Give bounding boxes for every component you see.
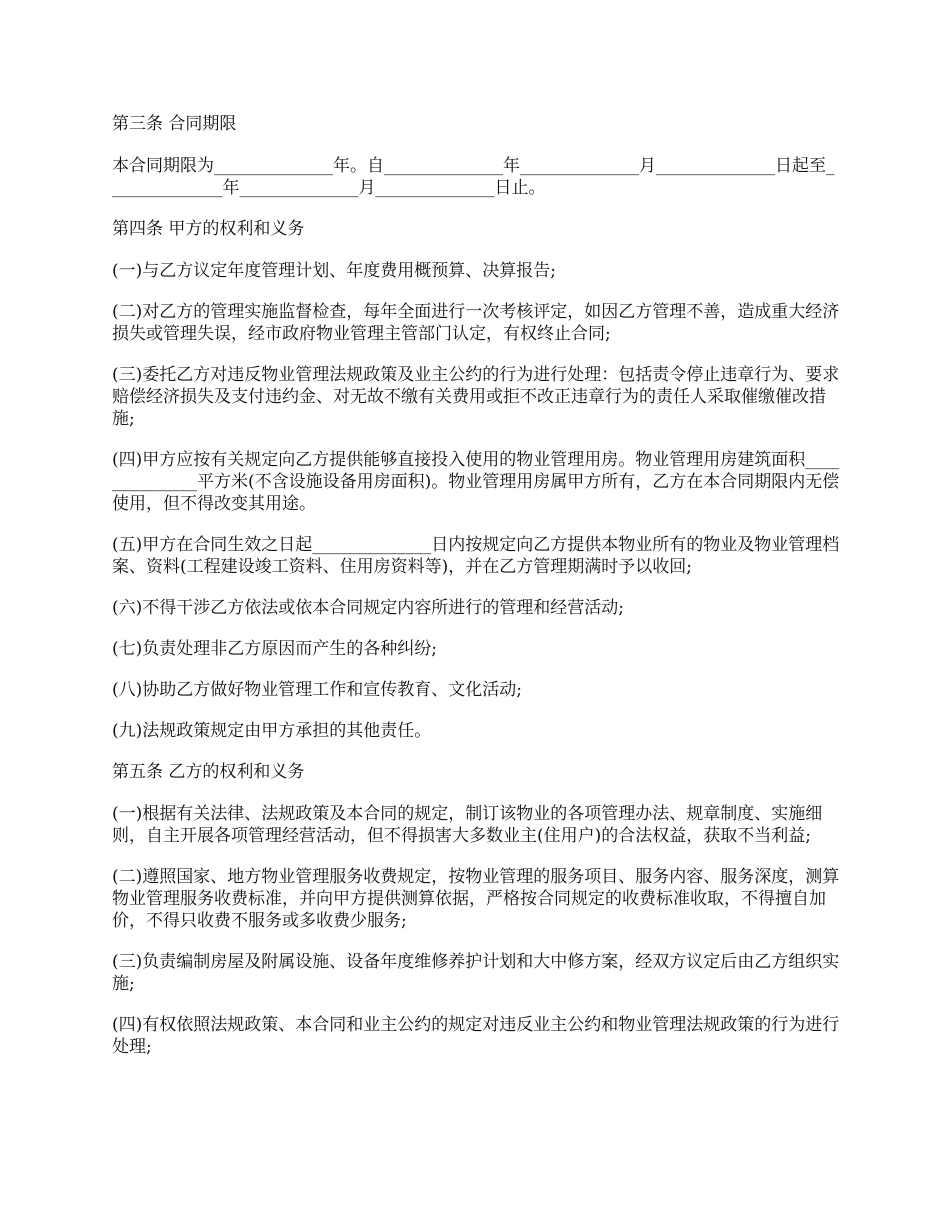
party-a-item-9: (九)法规政策规定由甲方承担的其他责任。 xyxy=(112,721,432,741)
article-4-heading: 第四条 甲方的权利和义务 xyxy=(112,219,305,239)
party-a-item-1: (一)与乙方议定年度管理计划、年度费用概预算、决算报告; xyxy=(112,261,556,281)
party-b-item-4: (四)有权依照法规政策、本合同和业主公约的规定对违反业主公约和物业管理法规政策的行为进行处理; xyxy=(112,1015,840,1057)
party-a-item-5: (五)甲方在合同生效之日起______________日内按规定向乙方提供本物业所有的物业及物业管理档案、资料(工程建设竣工资料、住用房资料等)，并在乙方管理期满时予以收回; xyxy=(112,535,840,577)
article-5-heading: 第五条 乙方的权利和义务 xyxy=(112,762,305,782)
party-a-item-8: (八)协助乙方做好物业管理工作和宣传教育、文化活动; xyxy=(112,680,522,700)
party-a-item-6: (六)不得干涉乙方依法或依本合同规定内容所进行的管理和经营活动; xyxy=(112,598,624,618)
document-page xyxy=(112,113,842,1077)
party-b-item-3: (三)负责编制房屋及附属设施、设备年度维修养护计划和大中修方案，经双方议定后由乙方组织实施; xyxy=(112,952,840,994)
party-a-item-4: (四)甲方应按有关规定向乙方提供能够直接投入使用的物业管理用房。物业管理用房建筑面积______________平方米(不含设施设备用房面积)。物业管理用房属甲方所有，乙方在本合同期限内无偿使用，但不得改变其用途。 xyxy=(112,450,840,514)
party-b-item-1: (一)根据有关法律、法规政策及本合同的规定，制订该物业的各项管理办法、规章制度、实施细则，自主开展各项管理经营活动，但不得损害大多数业主(住用户)的合法权益，获取不当利益; xyxy=(112,804,823,846)
party-b-item-2: (二)遵照国家、地方物业管理服务收费规定，按物业管理的服务项目、服务内容、服务深度，测算物业管理服务收费标准，并向甲方提供测算依据，严格按合同规定的收费标准收取，不得擅自加价，不得只收费不服务或多收费少服务; xyxy=(112,867,840,931)
article-3-heading: 第三条 合同期限 xyxy=(112,114,237,134)
party-a-item-3: (三)委托乙方对违反物业管理法规政策及业主公约的行为进行处理：包括责令停止违章行为、要求赔偿经济损失及支付违约金、对无故不缴有关费用或拒不改正违章行为的责任人采取催缴催改措施; xyxy=(112,365,840,429)
contract-term-clause: 本合同期限为______________年。自______________年______________月______________日起至______________年______________月______________日止。 xyxy=(112,156,835,198)
party-a-item-7: (七)负责处理非乙方原因而产生的各种纠纷; xyxy=(112,639,437,659)
party-a-item-2: (二)对乙方的管理实施监督检查，每年全面进行一次考核评定，如因乙方管理不善，造成重大经济损失或管理失误，经市政府物业管理主管部门认定，有权终止合同; xyxy=(112,302,840,344)
